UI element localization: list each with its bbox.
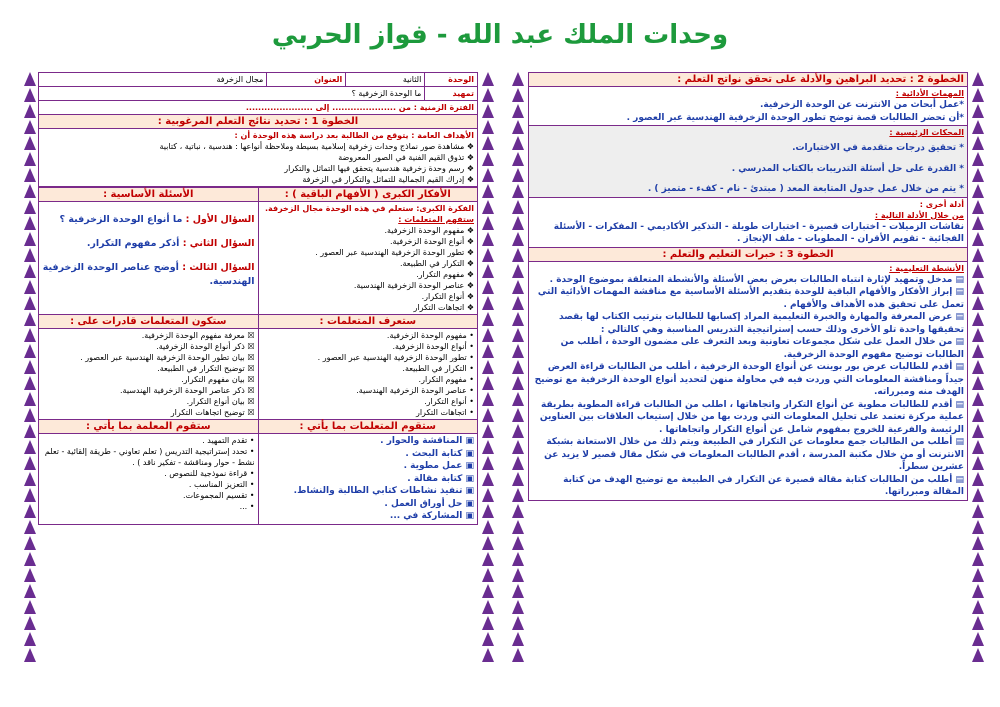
understand-item: ❖ اتجاهات التكرار [413, 303, 474, 312]
unit-value: الثانية [346, 73, 425, 87]
students-do-item: ▣ كتابة مقالة . [407, 473, 474, 484]
right-page [528, 72, 968, 672]
page-title: وحدات الملك عبد الله - فواز الحربي [271, 20, 729, 50]
period: الفترة الزمنية : من ..................... إلى ...................... [39, 101, 478, 115]
able-item: ☒ ذكر عناصر الوحدة الزخرفية الهندسية. [119, 386, 255, 395]
activity-item: ▤ أقدم للطالبات عرض بور بوينت عن أنواع الوحدة الزخرفية ، أطلب من الطالبات قراءة العرض جيداً ومناقشة المعلومات التي وردت فيه في محاولة منهن لتحديد أنواع الوحدة الزخرفية مع توضيح الهدف منه ومبرراته. [534, 362, 964, 397]
criteria-item: * يتم من خلال عمل جدول المتابعة المعد ( مبتدئ - نام - كفء - متميز ) . [647, 184, 964, 194]
other-via: من خلال الأدلة التالية : [874, 210, 964, 220]
activity-item: ▤ أطلب من الطالبات كتابة مقالة قصيرة عن التكرار في الطبيعة مع توضيح الهدف من كتابة المقالة ومبرراتها. [563, 474, 964, 497]
other-header: أدلة أخرى : [919, 199, 964, 209]
understand-item: ❖ عناصر الوحدة الزخرفية الهندسية. [353, 281, 474, 290]
center-border-decoration [482, 72, 494, 672]
question-3: السؤال الثالث : أوضح عناصر الوحدة الزخرفية الهندسية. [42, 262, 255, 287]
other-evidence-cell [529, 197, 968, 247]
teacher-do-item: • ... [239, 502, 255, 511]
goal-item: ❖ مشاهدة صور نماذج وحدات زخرفية إسلامية بسيطة وملاحظة أنواعها : هندسية ، نباتية ، كتابية [159, 142, 474, 151]
understand-item: ❖ مفهوم التكرار. [416, 270, 474, 279]
students-do-item: ▣ حل أوراق العمل . [384, 498, 474, 509]
know-cell [258, 329, 478, 420]
goals-cell [39, 129, 478, 187]
goals-intro: الأهداف العامة : يتوقع من الطالبة بعد دراسة هذه الوحدة أن : [234, 131, 474, 140]
left-border-decoration [24, 72, 36, 672]
understand-item: ❖ أنواع التكرار. [421, 292, 474, 301]
step3-header: الخطوة 3 : خبرات التعليم والتعلم : [529, 247, 968, 261]
other-text: نقاشات الزميلات - اختبارات قصيرة - اختبارات طويلة - التذكير الأكاديمي - المفكرات - الأسئلة الفجائية - تقويم الأقران - المطويات - ملف الإنجاز . [553, 221, 964, 244]
students-do-item: ▣ تنفيذ نشاطات كتابي الطالبة والنشاط. [293, 486, 474, 496]
activities-header: الأنشطة التعليمية : [889, 263, 964, 273]
able-item: ☒ بيان مفهوم التكرار. [181, 375, 255, 384]
title-label: العنوان [267, 73, 346, 87]
understand-item: ❖ أنواع الوحدة الزخرفية. [389, 237, 474, 246]
right-border-decoration [972, 72, 984, 672]
understand-item: ❖ التكرار في الطبيعة. [399, 259, 474, 268]
ideas-questions-table [38, 187, 478, 525]
big-ideas-cell [258, 202, 478, 315]
understand-item: ❖ مفهوم الوحدة الزخرفية. [384, 226, 474, 235]
able-item: ☒ بيان تطور الوحدة الزخرفية الهندسية عبر العصور . [80, 353, 255, 362]
know-header: ستعرف المتعلمات : [258, 315, 478, 329]
activity-item: ▤ مدخل وتمهيد لإثارة انتباه الطالبات بعرض بعض الأسئلة والأنشطة المتعلقة بموضوع الوحدة . [549, 274, 964, 285]
teacher-do-item: • التعزيز المناسب . [188, 480, 255, 489]
questions-header: الأسئلة الأساسية : [39, 188, 259, 202]
teacher-do-item: • قراءة نموذجية للنصوص . [164, 469, 255, 478]
teacher-do-item: • تقدم التمهيد . [202, 436, 255, 445]
activities-cell [529, 261, 968, 500]
teacher-do-header: ستقوم المعلمة بما يأتي : [39, 420, 259, 434]
field-value: مجال الزخرفة [39, 73, 267, 87]
students-do-item: ▣ المشاركة في ... [389, 511, 474, 521]
know-item: • اتجاهات التكرار [415, 408, 474, 417]
will-understand-header: ستفهم المتعلمات : [398, 215, 474, 224]
understand-item: ❖ تطور الوحدة الزخرفية الهندسية عبر العصور . [315, 248, 474, 257]
teacher-do-cell [39, 434, 259, 525]
know-item: • أنواع التكرار. [424, 397, 474, 406]
questions-cell [39, 202, 259, 315]
activity-item: ▤ أطلب من الطالبات جمع معلومات عن التكرار في الطبيعة ويتم ذلك من خلال الاستعانة بشبكة الانترنت أو من خلال مكتبة المدرسة ، أقدم الطالبات المعلومات في شكل مقال قصير لا يزيد عن عشرين سطراً. [544, 437, 964, 472]
able-cell [39, 329, 259, 420]
able-item: ☒ بيان أنواع التكرار. [186, 397, 255, 406]
center-border-decoration-2 [512, 72, 524, 672]
unit-label: الوحدة [425, 73, 478, 87]
students-do-header: ستقوم المتعلمات بما يأتي : [258, 420, 478, 434]
criteria-cell [529, 126, 968, 198]
criteria-header: المحكات الرئيسية : [889, 128, 964, 137]
teacher-do-item: • تقسيم المجموعات. [183, 491, 255, 500]
know-item: • مفهوم الوحدة الزخرفية. [386, 331, 474, 340]
able-item: ☒ معرفة مفهوم الوحدة الزخرفية. [141, 331, 255, 340]
big-ideas-header: الأفكار الكبرى ( الأفهام الباقية ) : [258, 188, 478, 202]
question-1: السؤال الأول : ما أنواع الوحدة الزخرفية ؟ [59, 214, 255, 225]
know-item: • أنواع الوحدة الزخرفية. [392, 342, 474, 351]
know-item: • تطور الوحدة الزخرفية الهندسية عبر العصور . [317, 353, 474, 362]
activity-item: ▤ عرض المعرفة والمهارة والخبرة التعليمية المراد إكسابها للطالبات بترتيب الكتاب لها بقصد تحقيقها واحدة تلو الأخرى وذلك حسب إستراتيجية التدريس المناسبة وهي كالتالي : [559, 312, 964, 335]
intro-value: ما الوحدة الزخرفية ؟ [39, 87, 425, 101]
able-item: ☒ توضيح التكرار في الطبيعة. [157, 364, 255, 373]
teacher-do-item: • تحدد إستراتيجية التدريس ( تعلم تعاوني - طريقة إلقائية - تعلم نشط - حوار ومناقشة - تفكير ناقد ) . [44, 447, 255, 467]
know-item: • مفهوم التكرار. [418, 375, 474, 384]
able-item: ☒ توضيح اتجاهات التكرار [170, 408, 255, 417]
activity-item: ▤ من خلال العمل على شكل مجموعات تعاونية وبعد التعرف على مضمون الوحدة ، أطلب من الطالبات توضيح مفهوم الوحدة الزخرفية. [560, 337, 964, 360]
tasks-header: المهمات الأدائية : [895, 89, 964, 98]
step2-header: الخطوة 2 : تحديد البراهين والأدلة على تحقق نواتج التعلم : [529, 73, 968, 87]
question-2: السؤال الثاني : أذكر مفهوم التكرار. [86, 238, 255, 249]
task-item: *أن تحضر الطالبات قصة توضح تطور الوحدة الزخرفية الهندسية عبر العصور . [626, 112, 964, 123]
big-idea: الفكرة الكبرى: ستعلم في هذه الوحدة مجال الزخرفة. [264, 204, 474, 213]
students-do-item: ▣ عمل مطوية . [403, 461, 474, 471]
activity-item: ▤ إبراز الأفكار والأفهام الباقية للوحدة بتقديم الأسئلة الأساسية مع مناقشة المهمات الأدائية التي تعمل على تحقيق هذه الأهداف والأفهام . [537, 287, 964, 310]
able-header: ستكون المتعلمات قادرات على : [39, 315, 259, 329]
students-do-item: ▣ كتابة البحث . [405, 448, 474, 459]
step1-header: الخطوة 1 : تحديد نتائج التعلم المرغوبية : [39, 115, 478, 129]
know-item: • عناصر الوحدة الزخرفية الهندسية. [356, 386, 474, 395]
criteria-item: * تحقيق درجات متقدمة في الاختبارات. [792, 143, 964, 153]
able-item: ☒ ذكر أنواع الوحدة الزخرفية. [156, 342, 255, 351]
intro-label: تمهيد [425, 87, 478, 101]
criteria-item: * القدرة على حل أسئلة التدريبات بالكتاب المدرسي . [731, 163, 964, 174]
activity-item: ▤ أقدم للطالبات مطوية عن أنواع التكرار واتجاهاتها ، اطلب من الطالبات قراءة المطوية بطريقة عملية مركزة تعتمد على تحليل المعلومات التي وردت بها من خلال إستيعاب العلاقات بين العناوين الرئيسة والفرعية للخروج بمفهوم شامل عن أنواع التكرار واتجاهاتها . [539, 399, 964, 435]
goal-item: ❖ إدراك القيم الجمالية للتماثل والتكرار في الزخرفة [302, 175, 474, 184]
students-do-cell [258, 434, 478, 525]
task-item: *عمل أبحاث من الانترنت عن الوحدة الزخرفية. [759, 100, 964, 110]
unit-info-table [38, 72, 478, 187]
students-do-item: ▣ المناقشة والحوار . [380, 436, 474, 446]
evidence-table [528, 72, 968, 501]
goal-item: ❖ تذوق القيم الفنية في الصور المعروضة [338, 153, 474, 162]
tasks-cell [529, 87, 968, 126]
goal-item: ❖ رسم وحدة زخرفية هندسية يتحقق فيها التماثل والتكرار [284, 164, 474, 173]
know-item: • التكرار في الطبيعة. [402, 364, 474, 373]
left-page [38, 72, 478, 672]
